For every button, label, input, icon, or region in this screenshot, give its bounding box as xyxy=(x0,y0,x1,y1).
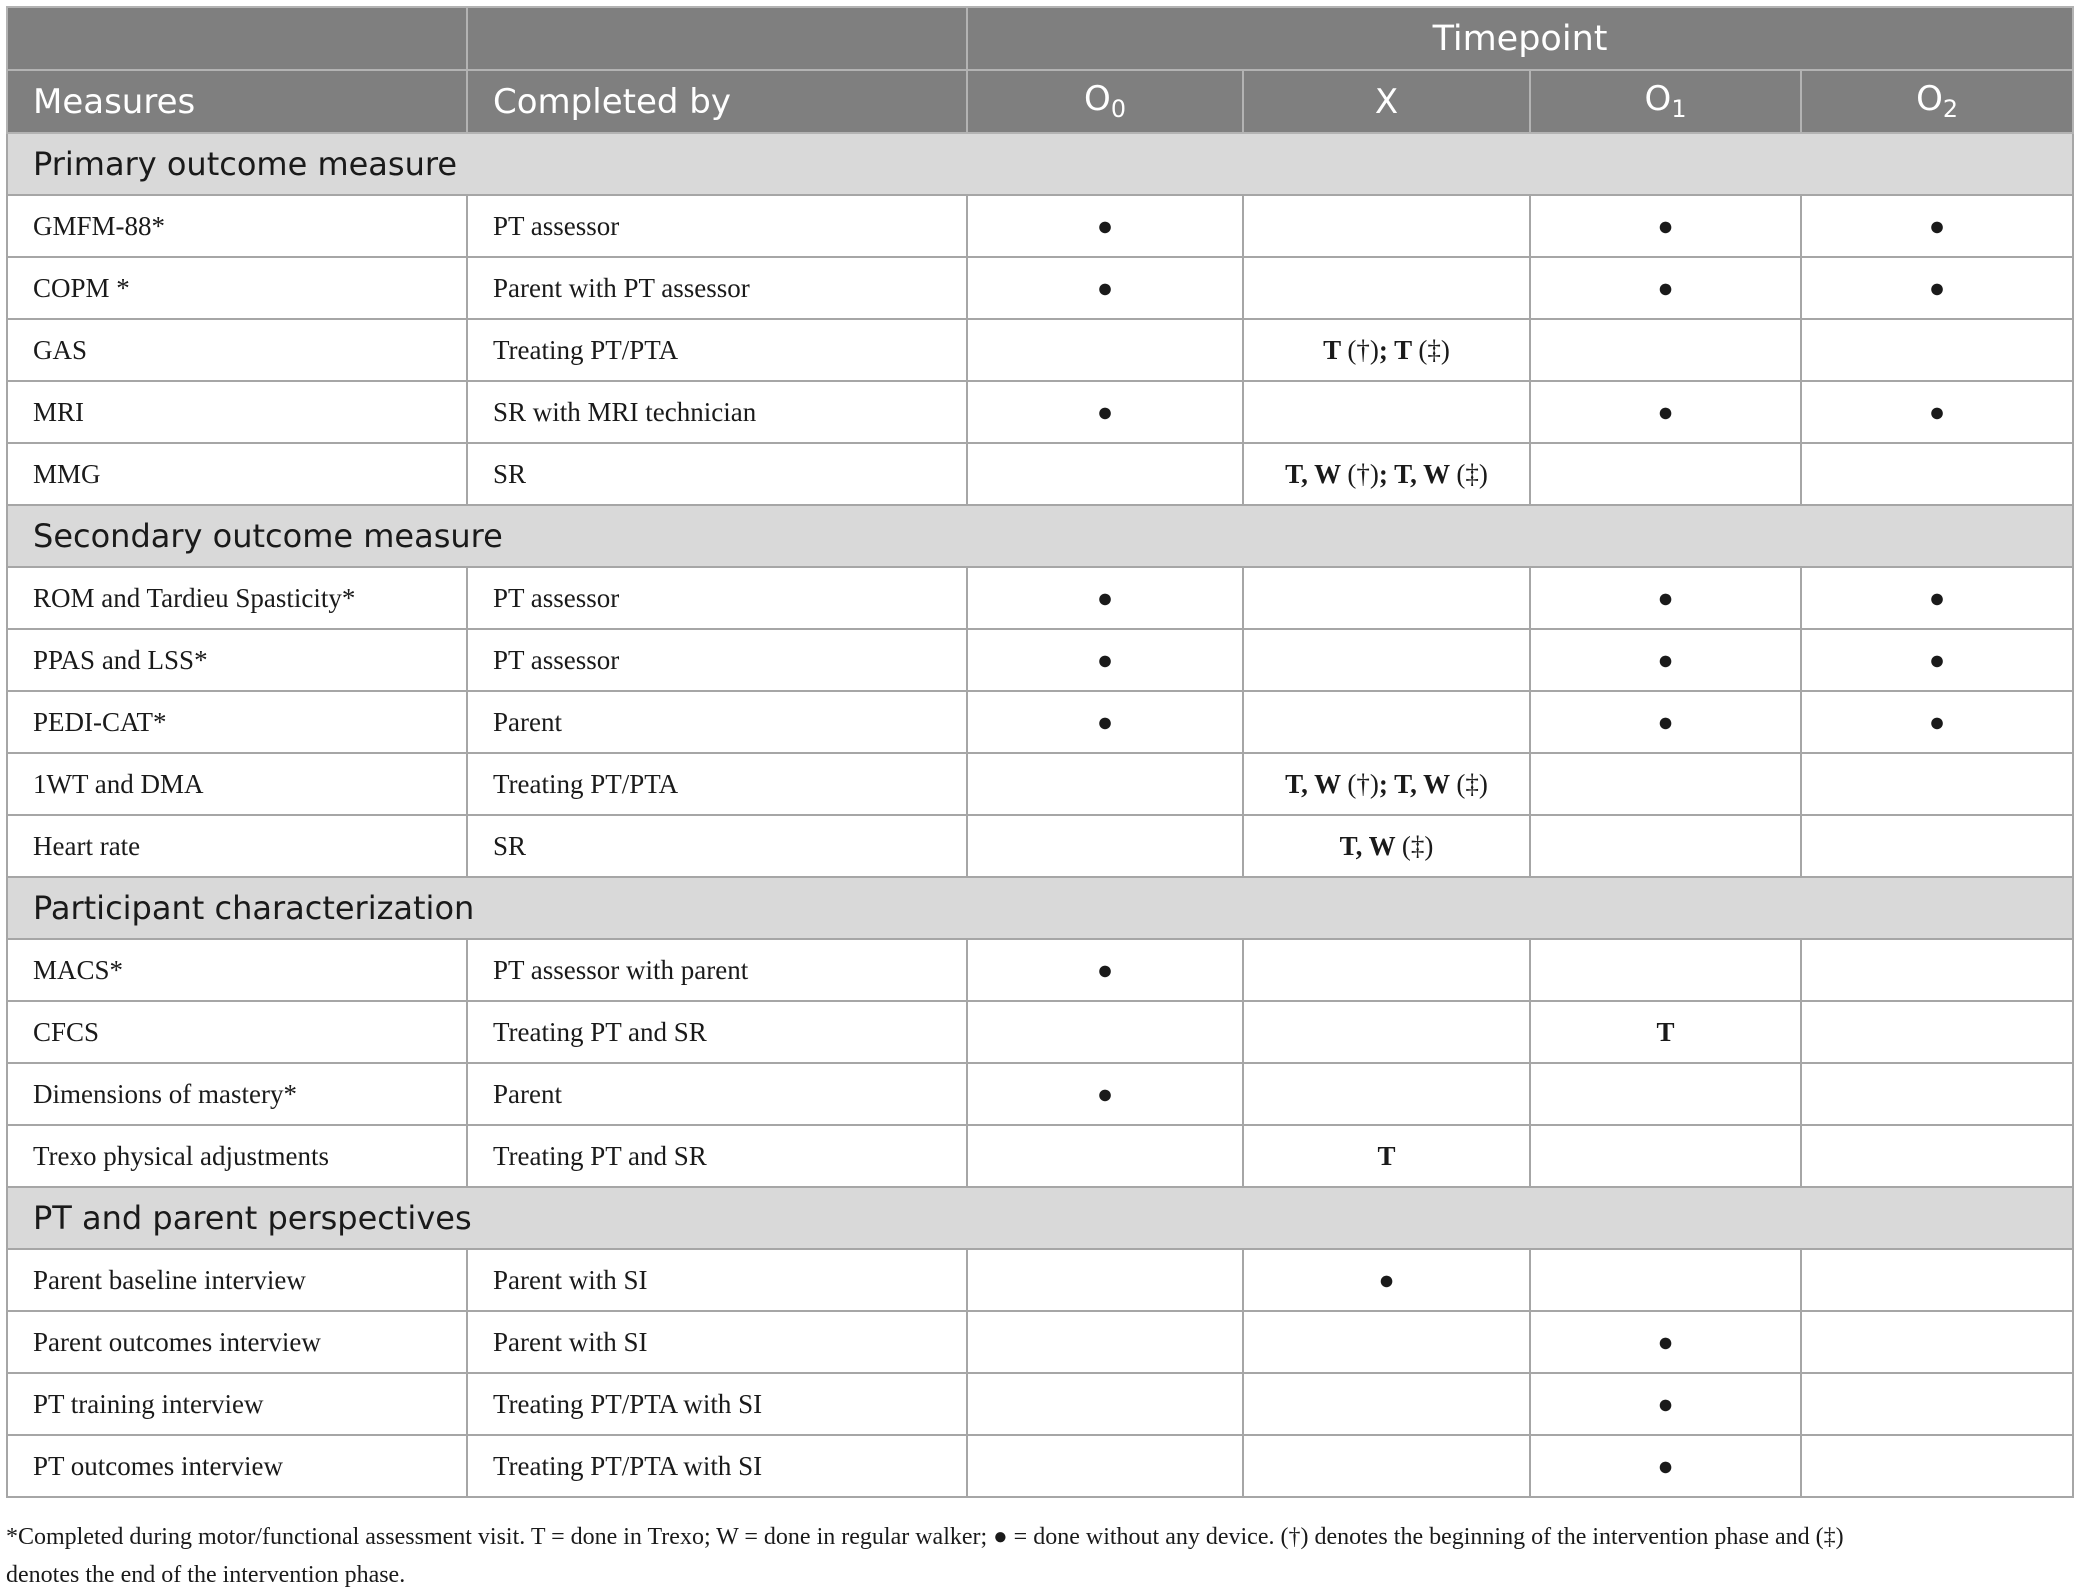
col-header-o1 xyxy=(1530,70,1801,133)
o1-cell: ● xyxy=(1530,691,1801,753)
table-row xyxy=(7,753,2073,815)
completed-by-cell: PT assessor xyxy=(467,567,967,629)
table-row xyxy=(7,1373,2073,1435)
table-footnote xyxy=(6,1518,2070,1594)
x-cell: T (†); T (‡) xyxy=(1243,319,1530,381)
o0-cell xyxy=(967,1125,1243,1187)
col-header-o2 xyxy=(1801,70,2073,133)
o1-cell: T xyxy=(1530,1001,1801,1063)
table-row xyxy=(7,815,2073,877)
o0-cell: ● xyxy=(967,691,1243,753)
o0-cell xyxy=(967,1249,1243,1311)
o1-cell xyxy=(1530,753,1801,815)
o2-cell xyxy=(1801,1125,2073,1187)
header-row-timepoint xyxy=(7,7,2073,70)
measure-cell: PT training interview xyxy=(7,1373,467,1435)
col-header-completed-by: Completed by xyxy=(467,70,967,133)
measure-cell: PPAS and LSS* xyxy=(7,629,467,691)
col-header-o0-sub: 0 xyxy=(1110,95,1126,124)
o1-cell xyxy=(1530,443,1801,505)
completed-by-cell: Treating PT/PTA with SI xyxy=(467,1435,967,1497)
o1-cell: ● xyxy=(1530,567,1801,629)
x-cell: T xyxy=(1243,1125,1530,1187)
completed-by-cell: PT assessor xyxy=(467,629,967,691)
table-row xyxy=(7,939,2073,1001)
x-cell xyxy=(1243,1373,1530,1435)
measure-cell: PEDI-CAT* xyxy=(7,691,467,753)
o0-cell xyxy=(967,815,1243,877)
col-header-o2-label: O xyxy=(1916,79,1943,120)
section-row xyxy=(7,505,2073,567)
col-header-x: X xyxy=(1243,70,1530,133)
x-cell xyxy=(1243,1311,1530,1373)
completed-by-cell: Treating PT/PTA xyxy=(467,319,967,381)
o2-cell xyxy=(1801,443,2073,505)
table-row xyxy=(7,381,2073,443)
section-title: PT and parent perspectives xyxy=(7,1187,2073,1249)
completed-by-cell: Parent xyxy=(467,691,967,753)
x-cell xyxy=(1243,1063,1530,1125)
section-title: Participant characterization xyxy=(7,877,2073,939)
o0-cell: ● xyxy=(967,381,1243,443)
o2-cell xyxy=(1801,1063,2073,1125)
x-cell xyxy=(1243,1435,1530,1497)
o0-cell xyxy=(967,1311,1243,1373)
measure-cell: Heart rate xyxy=(7,815,467,877)
x-cell xyxy=(1243,629,1530,691)
table-row xyxy=(7,629,2073,691)
completed-by-cell: SR xyxy=(467,815,967,877)
x-cell: T, W (†); T, W (‡) xyxy=(1243,753,1530,815)
completed-by-cell: SR with MRI technician xyxy=(467,381,967,443)
measure-cell: Trexo physical adjustments xyxy=(7,1125,467,1187)
o2-cell: ● xyxy=(1801,567,2073,629)
table-row xyxy=(7,1063,2073,1125)
x-cell: T, W (†); T, W (‡) xyxy=(1243,443,1530,505)
table-row xyxy=(7,1249,2073,1311)
o1-cell xyxy=(1530,939,1801,1001)
header-row-columns xyxy=(7,70,2073,133)
o0-cell: ● xyxy=(967,939,1243,1001)
measure-cell: 1WT and DMA xyxy=(7,753,467,815)
table-row xyxy=(7,1125,2073,1187)
table-row xyxy=(7,691,2073,753)
o2-cell xyxy=(1801,1249,2073,1311)
o0-cell xyxy=(967,1435,1243,1497)
measure-cell: Dimensions of mastery* xyxy=(7,1063,467,1125)
completed-by-cell: Parent with SI xyxy=(467,1249,967,1311)
o2-cell xyxy=(1801,753,2073,815)
table-row xyxy=(7,195,2073,257)
table-container xyxy=(6,6,2072,1498)
o1-cell: ● xyxy=(1530,257,1801,319)
o2-cell: ● xyxy=(1801,629,2073,691)
table-row xyxy=(7,319,2073,381)
table-row xyxy=(7,1435,2073,1497)
completed-by-cell: Treating PT and SR xyxy=(467,1001,967,1063)
x-cell xyxy=(1243,939,1530,1001)
col-header-o1-label: O xyxy=(1644,79,1672,120)
o1-cell: ● xyxy=(1530,1373,1801,1435)
section-row xyxy=(7,877,2073,939)
o1-cell xyxy=(1530,1125,1801,1187)
o1-cell xyxy=(1530,319,1801,381)
o0-cell xyxy=(967,1001,1243,1063)
o2-cell: ● xyxy=(1801,691,2073,753)
measure-cell: COPM * xyxy=(7,257,467,319)
header-empty-1 xyxy=(7,7,467,70)
o0-cell: ● xyxy=(967,257,1243,319)
o2-cell: ● xyxy=(1801,257,2073,319)
section-row xyxy=(7,1187,2073,1249)
x-cell: ● xyxy=(1243,1249,1530,1311)
measure-cell: MRI xyxy=(7,381,467,443)
section-title: Primary outcome measure xyxy=(7,133,2073,195)
o2-cell xyxy=(1801,939,2073,1001)
col-header-o0 xyxy=(967,70,1243,133)
x-cell xyxy=(1243,257,1530,319)
measure-cell: MACS* xyxy=(7,939,467,1001)
col-header-measures: Measures xyxy=(7,70,467,133)
o2-cell xyxy=(1801,815,2073,877)
o1-cell: ● xyxy=(1530,195,1801,257)
o2-cell: ● xyxy=(1801,195,2073,257)
timepoint-header: Timepoint xyxy=(967,7,2073,70)
o1-cell xyxy=(1530,815,1801,877)
table-row xyxy=(7,567,2073,629)
measure-cell: GMFM-88* xyxy=(7,195,467,257)
o0-cell xyxy=(967,443,1243,505)
measure-cell: GAS xyxy=(7,319,467,381)
table-row xyxy=(7,1311,2073,1373)
o1-cell: ● xyxy=(1530,629,1801,691)
o1-cell: ● xyxy=(1530,1311,1801,1373)
o1-cell xyxy=(1530,1063,1801,1125)
section-title: Secondary outcome measure xyxy=(7,505,2073,567)
completed-by-cell: SR xyxy=(467,443,967,505)
o1-cell: ● xyxy=(1530,1435,1801,1497)
o0-cell: ● xyxy=(967,195,1243,257)
measure-cell: MMG xyxy=(7,443,467,505)
o1-cell xyxy=(1530,1249,1801,1311)
x-cell xyxy=(1243,1001,1530,1063)
o0-cell: ● xyxy=(967,567,1243,629)
measure-cell: Parent outcomes interview xyxy=(7,1311,467,1373)
completed-by-cell: PT assessor xyxy=(467,195,967,257)
table-row xyxy=(7,443,2073,505)
o0-cell xyxy=(967,753,1243,815)
col-header-o2-sub: 2 xyxy=(1942,95,1958,124)
completed-by-cell: PT assessor with parent xyxy=(467,939,967,1001)
col-header-o0-label: O xyxy=(1084,79,1111,120)
o2-cell: ● xyxy=(1801,381,2073,443)
o0-cell xyxy=(967,319,1243,381)
table-row xyxy=(7,1001,2073,1063)
section-row xyxy=(7,133,2073,195)
o2-cell xyxy=(1801,1001,2073,1063)
completed-by-cell: Treating PT and SR xyxy=(467,1125,967,1187)
header-empty-2 xyxy=(467,7,967,70)
completed-by-cell: Treating PT/PTA xyxy=(467,753,967,815)
o0-cell: ● xyxy=(967,629,1243,691)
footnote-line-2: denotes the end of the intervention phase. xyxy=(6,1562,406,1588)
x-cell: T, W (‡) xyxy=(1243,815,1530,877)
measure-cell: ROM and Tardieu Spasticity* xyxy=(7,567,467,629)
o2-cell xyxy=(1801,1435,2073,1497)
measures-table xyxy=(6,6,2074,1498)
table-body xyxy=(7,133,2073,1497)
completed-by-cell: Parent xyxy=(467,1063,967,1125)
completed-by-cell: Parent with SI xyxy=(467,1311,967,1373)
x-cell xyxy=(1243,195,1530,257)
measure-cell: CFCS xyxy=(7,1001,467,1063)
o1-cell: ● xyxy=(1530,381,1801,443)
o0-cell: ● xyxy=(967,1063,1243,1125)
footnote-line-1: *Completed during motor/functional assessment visit. T = done in Trexo; W = done in regular walker; ● = done without any device. (†) denotes the beginning of the intervention phase and (‡) xyxy=(6,1524,1844,1550)
x-cell xyxy=(1243,381,1530,443)
o2-cell xyxy=(1801,319,2073,381)
measure-cell: PT outcomes interview xyxy=(7,1435,467,1497)
o0-cell xyxy=(967,1373,1243,1435)
x-cell xyxy=(1243,691,1530,753)
x-cell xyxy=(1243,567,1530,629)
table-row xyxy=(7,257,2073,319)
o2-cell xyxy=(1801,1311,2073,1373)
completed-by-cell: Treating PT/PTA with SI xyxy=(467,1373,967,1435)
measure-cell: Parent baseline interview xyxy=(7,1249,467,1311)
completed-by-cell: Parent with PT assessor xyxy=(467,257,967,319)
o2-cell xyxy=(1801,1373,2073,1435)
col-header-o1-sub: 1 xyxy=(1671,95,1687,124)
